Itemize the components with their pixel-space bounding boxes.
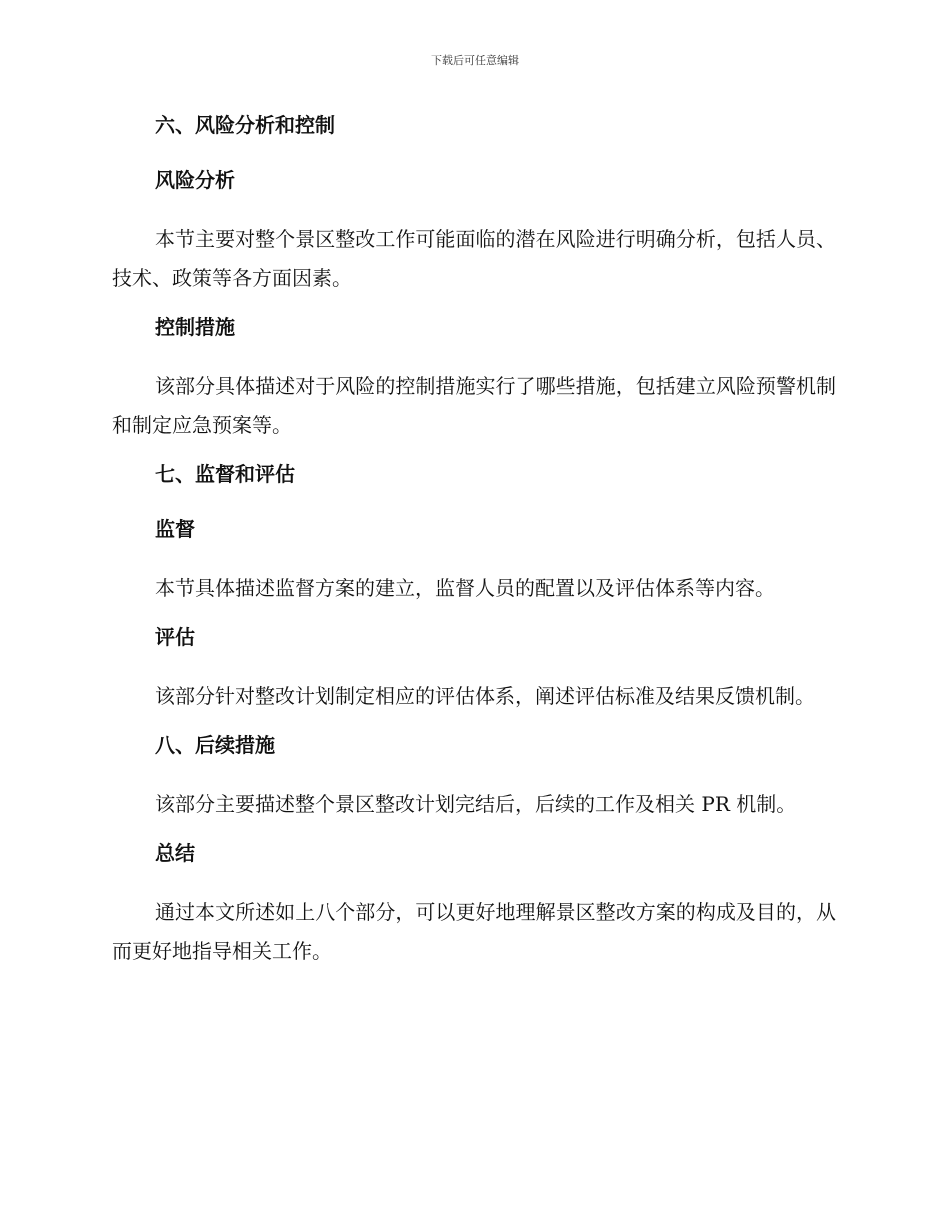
- document-body: [112, 110, 836, 985]
- subsection-heading: 控制措施: [155, 315, 235, 339]
- paragraph: 该部分针对整改计划制定相应的评估体系，阐述评估标准及结果反馈机制。: [155, 684, 815, 708]
- paragraph: 通过本文所述如上八个部分，可以更好地理解景区整改方案的构成及目的，从而更好地指导相关工作。: [112, 900, 836, 963]
- subsection-heading: 评估: [155, 625, 195, 649]
- section-heading: 八、后续措施: [155, 733, 275, 757]
- paragraph: 该部分具体描述对于风险的控制措施实行了哪些措施，包括建立风险预警机制和制定应急预案等。: [112, 374, 836, 437]
- paragraph: 该部分主要描述整个景区整改计划完结后，后续的工作及相关 PR 机制。: [155, 792, 797, 816]
- paragraph: 本节主要对整个景区整改工作可能面临的潜在风险进行明确分析，包括人员、技术、政策等各方面因素。: [112, 227, 836, 290]
- section-heading: 总结: [155, 841, 195, 865]
- subsection-heading: 监督: [155, 517, 195, 541]
- section-heading: 六、风险分析和控制: [155, 113, 335, 137]
- paragraph: 本节具体描述监督方案的建立，监督人员的配置以及评估体系等内容。: [155, 576, 775, 600]
- section-heading: 七、监督和评估: [155, 462, 295, 486]
- page-header: 下载后可任意编辑: [431, 54, 519, 67]
- subsection-heading: 风险分析: [155, 168, 235, 192]
